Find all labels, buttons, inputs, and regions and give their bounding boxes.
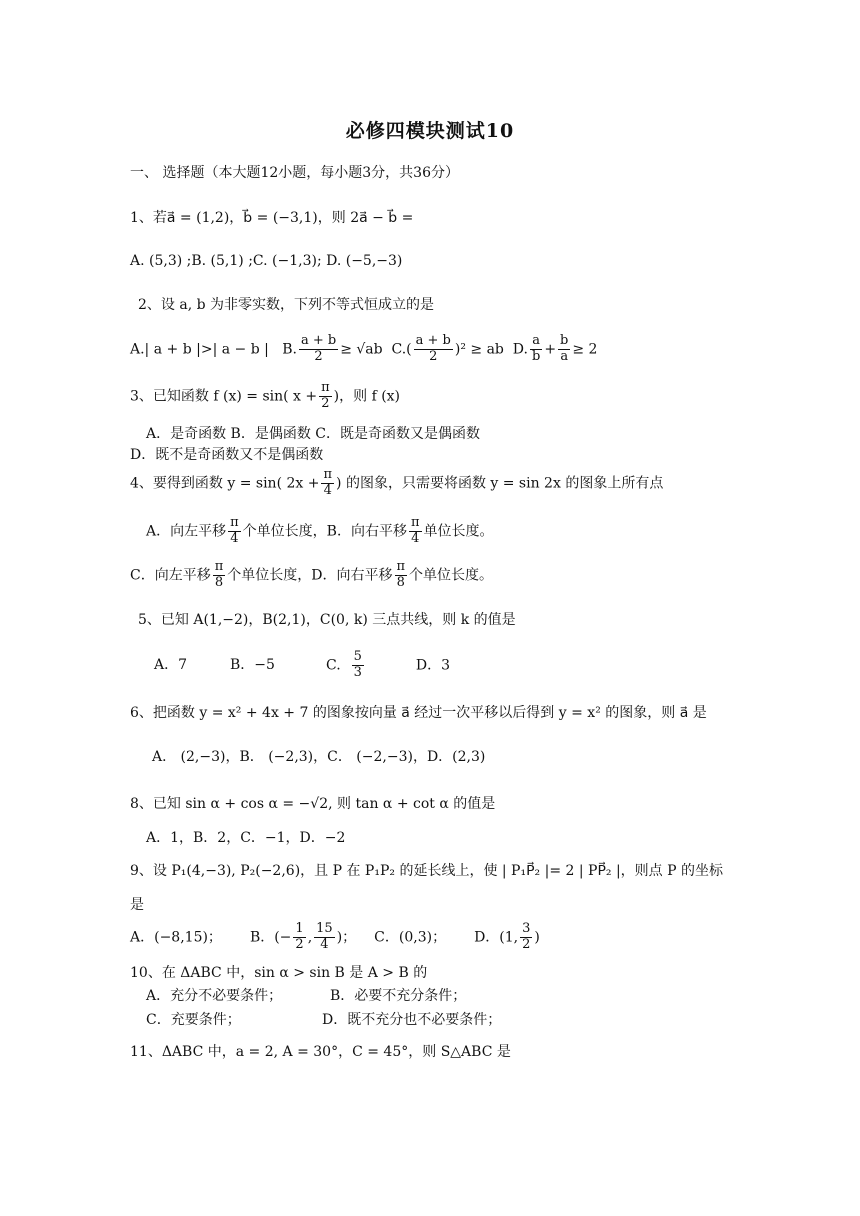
q9-fraction: $\frac{3}{2}$: [522, 921, 531, 952]
q2-options: [130, 334, 597, 365]
q9-fraction: $\frac{1}{2}$: [295, 921, 304, 952]
q2-option-a: A.| a + b |>| a − b |: [130, 341, 269, 358]
q8-options: A．1，B．2，C．−1，D．−2: [146, 830, 346, 846]
q2-option-b-rest: ≥ √ab: [340, 341, 383, 358]
q2-stem: 2、设 a, b 为非零实数，下列不等式恒成立的是: [138, 297, 435, 313]
q10-options-ab: A．充分不必要条件； B．必要不充分条件；: [146, 988, 467, 1004]
q3-options-line1: A．是奇函数 B．是偶函数 C．既是奇函数又是偶函数: [146, 426, 481, 442]
q4-options-ab: A．向左平移 $\frac{\pi}{4}$ 个单位长度，B．向右平移 $\frac{\pi}{4}$ 单位长度。: [146, 515, 494, 546]
pi-fraction: $\frac{\pi}{4}$: [323, 467, 333, 498]
q2-option-d-label: D.: [512, 341, 528, 358]
page-title: 必修四模块测试10: [345, 120, 515, 142]
pi-fraction: $\frac{\pi}{4}$: [410, 515, 420, 546]
q4-options-cd: C．向左平移 $\frac{\pi}{8}$ 个单位长度，D．向右平移 $\frac{\pi}{8}$ 个单位长度。: [130, 559, 494, 590]
q2-option-d-rest: ≥ 2: [572, 341, 598, 358]
q2-fraction: $\frac{a + b}{2}$: [415, 333, 451, 364]
plus-sign: +: [544, 341, 557, 358]
q1-options: A. (5,3) ;B. (5,1) ;C. (−1,3); D. (−5,−3): [130, 253, 403, 269]
q4-stem: 4、要得到函数 y = sin( 2x + $\frac{\pi}{4}$ ) 的图象，只需要将函数 y = sin 2x 的图象上所有点: [130, 467, 664, 498]
q2-fraction: $\frac{a + b}{2}$: [300, 333, 337, 364]
q2-option-c-label: C.(: [391, 341, 412, 358]
pi-fraction: $\frac{\pi}{8}$: [214, 559, 224, 590]
q8-stem: 8、已知 sin α + cos α = −√2, 则 tan α + cot α 的值是: [130, 796, 496, 812]
section-heading: 一、 选择题（本大题12小题，每小题3分，共36分）: [130, 165, 459, 181]
q2-fraction: $\frac{b}{a}$: [560, 333, 569, 364]
q5-stem: 5、已知 A(1,−2)，B(2,1)，C(0, k) 三点共线，则 k 的值是: [138, 612, 516, 628]
q9-options: A．(−8,15)； B．(− $\frac{1}{2}$ , $\frac{15}{4}$ )； C．(0,3)； D．(1, $\frac{3}{2}$ ): [130, 921, 540, 952]
q2-option-c-rest: )² ≥ ab: [454, 341, 504, 358]
q10-options-cd: C．充要条件； D．既不充分也不必要条件；: [146, 1012, 502, 1028]
q2-fraction: $\frac{a}{b}$: [531, 333, 541, 364]
q5-options: A．7 B．−5 C. $\frac{5}{3}$ D．3: [154, 649, 450, 680]
q10-stem: 10、在 ΔABC 中，sin α > sin B 是 A > B 的: [130, 965, 428, 981]
q11-stem: 11、ΔABC 中，a = 2, A = 30°，C = 45°，则 S△ABC 是: [130, 1044, 511, 1060]
q9-stem: 9、设 P₁(4,−3), P₂(−2,6)，且 P 在 P₁P₂ 的延长线上，使 | P₁P⃗₂ |= 2 | PP⃗₂ |，则点 P 的坐标: [130, 863, 723, 879]
q3-options-line2: D．既不是奇函数又不是偶函数: [130, 447, 324, 463]
q9-fraction: $\frac{15}{4}$: [316, 921, 333, 952]
q6-options: A． (2,−3)，B． (−2,3)，C． (−2,−3)，D．(2,3): [152, 749, 486, 765]
pi-fraction: $\frac{\pi}{2}$: [321, 380, 330, 411]
pi-fraction: $\frac{\pi}{4}$: [230, 515, 239, 546]
q5-fraction: $\frac{5}{3}$: [353, 649, 362, 680]
q6-stem: 6、把函数 y = x² + 4x + 7 的图象按向量 a⃗ 经过一次平移以后得到 y = x² 的图象，则 a⃗ 是: [130, 705, 707, 721]
pi-fraction: $\frac{\pi}{8}$: [396, 559, 406, 590]
q1-stem: 1、若a⃗ = (1,2)，b⃗ = (−3,1)，则 2a⃗ − b⃗ =: [130, 210, 414, 226]
q2-option-b-label: B.: [282, 341, 297, 358]
q9-stem-cont: 是: [130, 897, 144, 913]
q3-stem: 3、已知函数 f (x) = sin( x + $\frac{\pi}{2}$ )，则 f (x): [130, 380, 401, 411]
